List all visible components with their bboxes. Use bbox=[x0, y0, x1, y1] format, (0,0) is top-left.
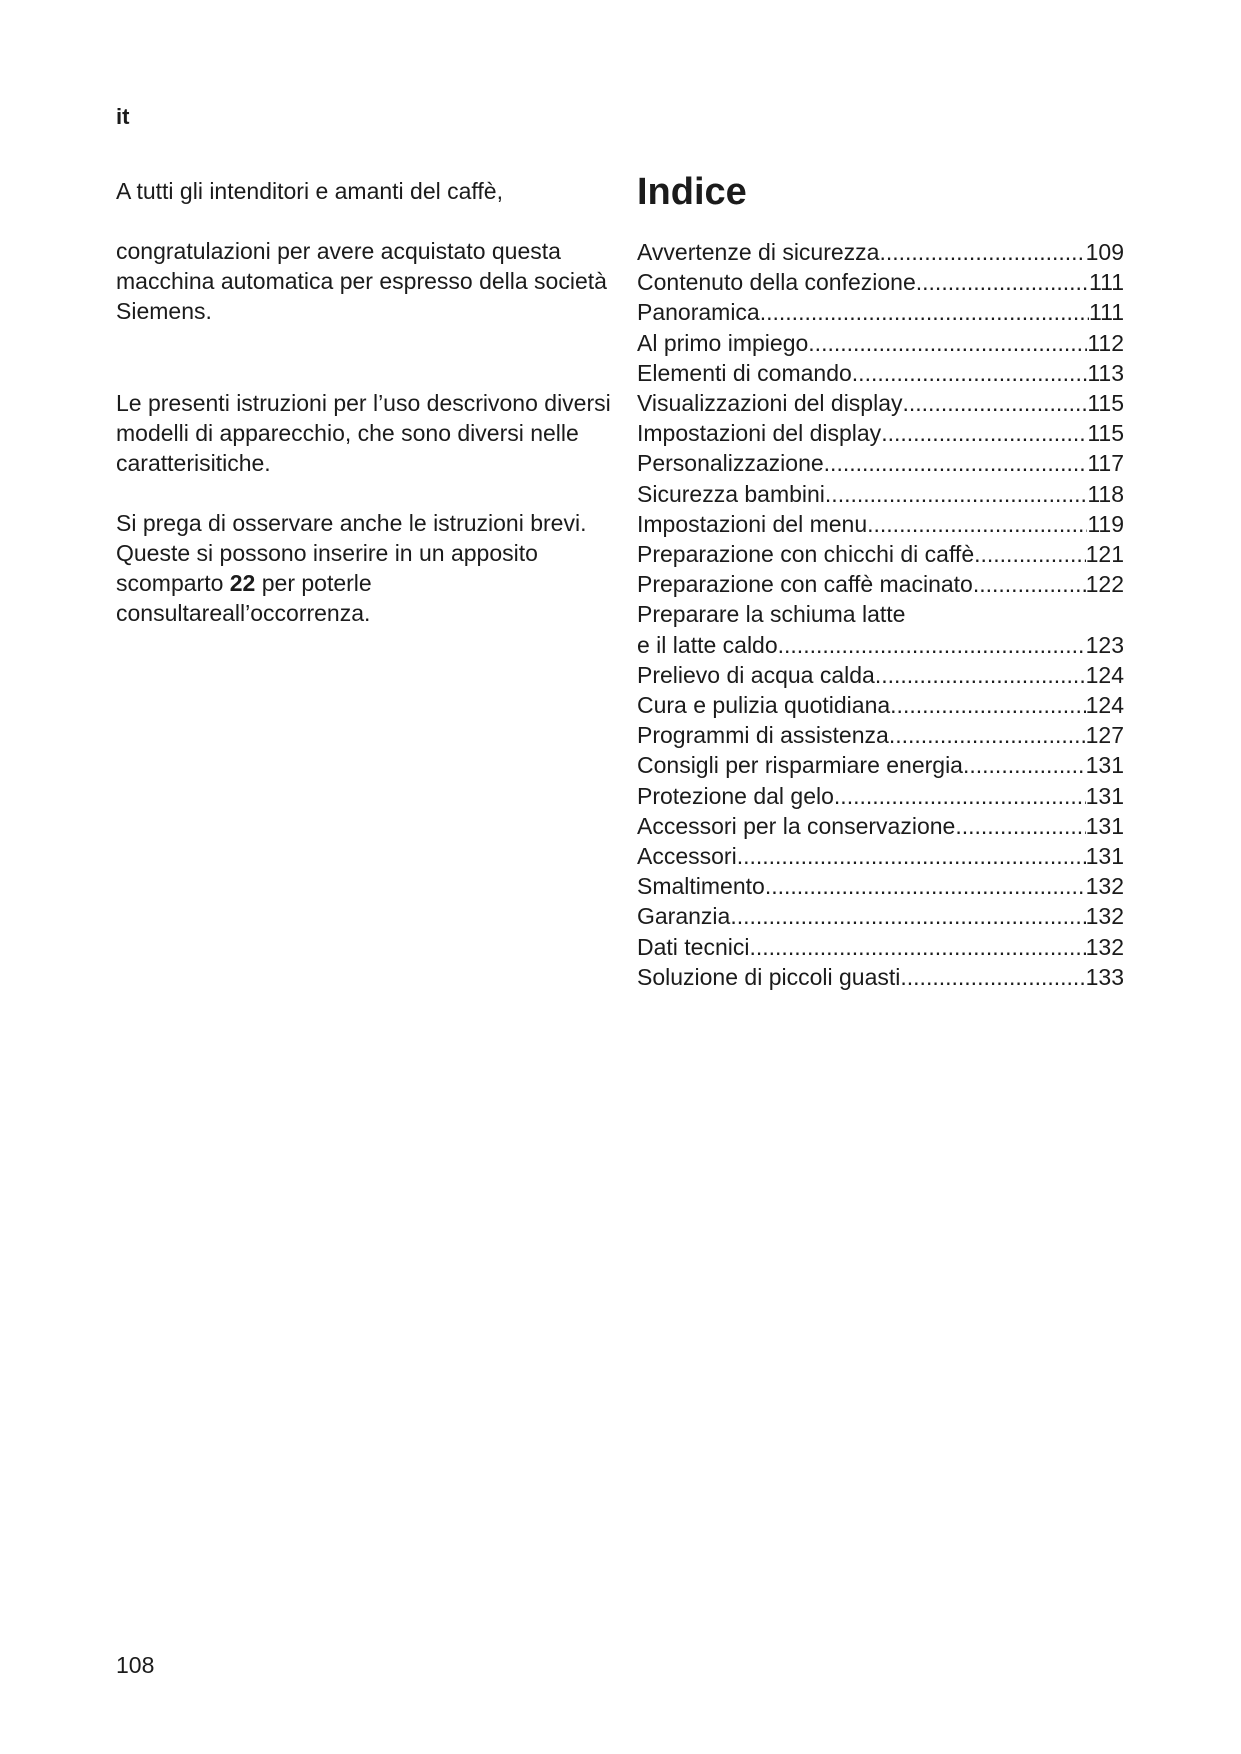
toc-leader-dots bbox=[730, 901, 1085, 931]
toc-entry-page: 117 bbox=[1087, 450, 1124, 477]
intro-paragraph-1: congratulazioni per avere acquistato questa macchina automatica per espresso della società Siemens. bbox=[116, 238, 607, 324]
toc-entry-label: Smaltimento bbox=[637, 873, 765, 900]
toc-leader-dots bbox=[760, 297, 1089, 327]
intro-paragraph-3 bbox=[116, 508, 616, 628]
page-number: 108 bbox=[116, 1652, 155, 1678]
toc-entry-page: 122 bbox=[1085, 571, 1124, 598]
toc-entry bbox=[637, 448, 1124, 478]
toc-entry-label: Elementi di comando bbox=[637, 359, 852, 386]
toc-entry-label: Preparazione con caffè macinato bbox=[637, 571, 973, 598]
toc-entry-label: Visualizzazioni del display bbox=[637, 390, 903, 417]
toc-entry bbox=[637, 871, 1124, 901]
toc-entry bbox=[637, 569, 1124, 599]
toc-entry bbox=[637, 237, 1124, 267]
toc-leader-dots bbox=[963, 750, 1086, 780]
toc-entry-label: Avvertenze di sicurezza bbox=[637, 239, 880, 265]
toc-entry-page: 109 bbox=[1085, 239, 1124, 265]
toc-entry bbox=[637, 932, 1124, 962]
toc-entry-page: 115 bbox=[1087, 420, 1124, 447]
toc-entry-label: Garanzia bbox=[637, 903, 731, 930]
toc-entry-label: Soluzione di piccoli guasti bbox=[637, 963, 901, 990]
toc-title: Indice bbox=[637, 171, 747, 213]
toc-entry-page: 113 bbox=[1087, 359, 1124, 386]
toc-leader-dots bbox=[808, 328, 1087, 358]
toc-entry-label: Impostazioni del display bbox=[637, 420, 882, 447]
toc-entry bbox=[637, 630, 1124, 660]
compartment-number: 22 bbox=[229, 570, 256, 596]
intro-text bbox=[116, 176, 616, 628]
toc-entry-page: 131 bbox=[1085, 843, 1124, 870]
toc-leader-dots bbox=[875, 660, 1086, 690]
greeting: A tutti gli intenditori e amanti del caffè, bbox=[116, 178, 503, 204]
toc-entry bbox=[637, 750, 1124, 780]
toc-entry-label: Prelievo di acqua calda bbox=[637, 661, 875, 688]
toc-entry-label: Panoramica bbox=[637, 299, 760, 326]
toc-leader-dots bbox=[889, 720, 1086, 750]
toc-leader-dots bbox=[955, 811, 1085, 841]
toc-entry-label: Accessori per la conservazione bbox=[637, 812, 956, 839]
paragraph-3-text-after: per poterle consultareall’occorrenza. bbox=[116, 570, 372, 626]
toc-entry bbox=[637, 660, 1124, 690]
toc-entry-page: 132 bbox=[1085, 873, 1124, 900]
toc-entry bbox=[637, 539, 1124, 569]
toc-leader-dots bbox=[834, 781, 1086, 811]
toc-entry-label: Accessori bbox=[637, 843, 737, 870]
toc-entry bbox=[637, 358, 1124, 388]
toc-entry-label: Cura e pulizia quotidiana bbox=[637, 692, 891, 719]
toc-leader-dots bbox=[900, 962, 1085, 992]
toc-entry-label: Protezione dal gelo bbox=[637, 782, 834, 809]
intro-paragraph-2: Le presenti istruzioni per l’uso descrivono diversi modelli di apparecchio, che sono diversi nelle caratterisitiche. bbox=[116, 390, 611, 476]
toc-entry-label: Al primo impiego bbox=[637, 329, 809, 356]
toc-entry bbox=[637, 811, 1124, 841]
toc-entry-page: 132 bbox=[1085, 903, 1124, 930]
toc-entry bbox=[637, 267, 1124, 297]
toc-leader-dots bbox=[749, 932, 1085, 962]
toc-leader-dots bbox=[852, 358, 1088, 388]
toc-entry-page: 131 bbox=[1085, 812, 1124, 839]
toc-entry-page: 111 bbox=[1089, 299, 1124, 326]
toc-entry-page: 115 bbox=[1087, 390, 1124, 417]
toc-entry bbox=[637, 962, 1124, 992]
toc-leader-dots bbox=[824, 448, 1088, 478]
toc-entry bbox=[637, 901, 1124, 931]
toc-entry-page: 124 bbox=[1085, 692, 1124, 719]
toc-entry-page: 133 bbox=[1085, 963, 1124, 990]
toc-leader-dots bbox=[778, 630, 1086, 660]
toc-leader-dots bbox=[867, 509, 1087, 539]
toc-entry-page: 127 bbox=[1085, 722, 1124, 749]
paragraph-3-text-before: Si prega di osservare anche le istruzioni brevi. Queste si possono inserire in un apposito scomparto bbox=[116, 510, 587, 596]
toc-entry bbox=[637, 418, 1124, 448]
toc-entry bbox=[637, 297, 1124, 327]
toc-entry bbox=[637, 328, 1124, 358]
toc-entry-label: Impostazioni del menu bbox=[637, 510, 868, 537]
toc-entry-page: 121 bbox=[1085, 541, 1124, 568]
toc-entry-page: 111 bbox=[1089, 269, 1124, 296]
toc-entry-page: 112 bbox=[1087, 329, 1124, 356]
toc-leader-dots bbox=[825, 479, 1087, 509]
toc-entry-page: 131 bbox=[1085, 752, 1124, 779]
toc-entry-label: Preparare la schiuma latte bbox=[637, 601, 906, 628]
toc-leader-dots bbox=[765, 871, 1086, 901]
toc-entry bbox=[637, 509, 1124, 539]
toc-leader-dots bbox=[973, 569, 1086, 599]
toc-leader-dots bbox=[879, 237, 1085, 267]
toc-entry-page: 118 bbox=[1087, 480, 1124, 507]
toc-entry-label: Programmi di assistenza bbox=[637, 722, 889, 749]
toc-entry-page: 131 bbox=[1085, 782, 1124, 809]
toc-entry bbox=[637, 781, 1124, 811]
toc-entry bbox=[637, 720, 1124, 750]
toc-leader-dots bbox=[974, 539, 1086, 569]
toc-entry-page: 132 bbox=[1085, 933, 1124, 960]
toc-entry bbox=[637, 479, 1124, 509]
toc-leader-dots bbox=[903, 388, 1088, 418]
toc-entry-label: Sicurezza bambini bbox=[637, 480, 825, 507]
toc-leader-dots bbox=[890, 690, 1085, 720]
toc-entry bbox=[637, 690, 1124, 720]
toc-entry-page: 119 bbox=[1087, 510, 1124, 537]
toc-entry-label: Consigli per risparmiare energia bbox=[637, 752, 963, 779]
toc-entry-label: Contenuto della confezione bbox=[637, 269, 916, 296]
toc-entry-label: Preparazione con chicchi di caffè bbox=[637, 541, 975, 568]
toc-entry-label: e il latte caldo bbox=[637, 631, 778, 658]
toc-entry-page: 124 bbox=[1085, 661, 1124, 688]
toc-entry-page: 123 bbox=[1085, 631, 1124, 658]
toc-entry-label: Personalizzazione bbox=[637, 450, 824, 477]
toc-entry-label: Dati tecnici bbox=[637, 933, 750, 960]
toc-leader-dots bbox=[737, 841, 1086, 871]
toc-entry bbox=[637, 388, 1124, 418]
language-tag: it bbox=[116, 104, 130, 129]
toc-leader-dots bbox=[881, 418, 1087, 448]
table-of-contents bbox=[637, 237, 1124, 992]
toc-entry bbox=[637, 841, 1124, 871]
toc-leader-dots bbox=[916, 267, 1089, 297]
